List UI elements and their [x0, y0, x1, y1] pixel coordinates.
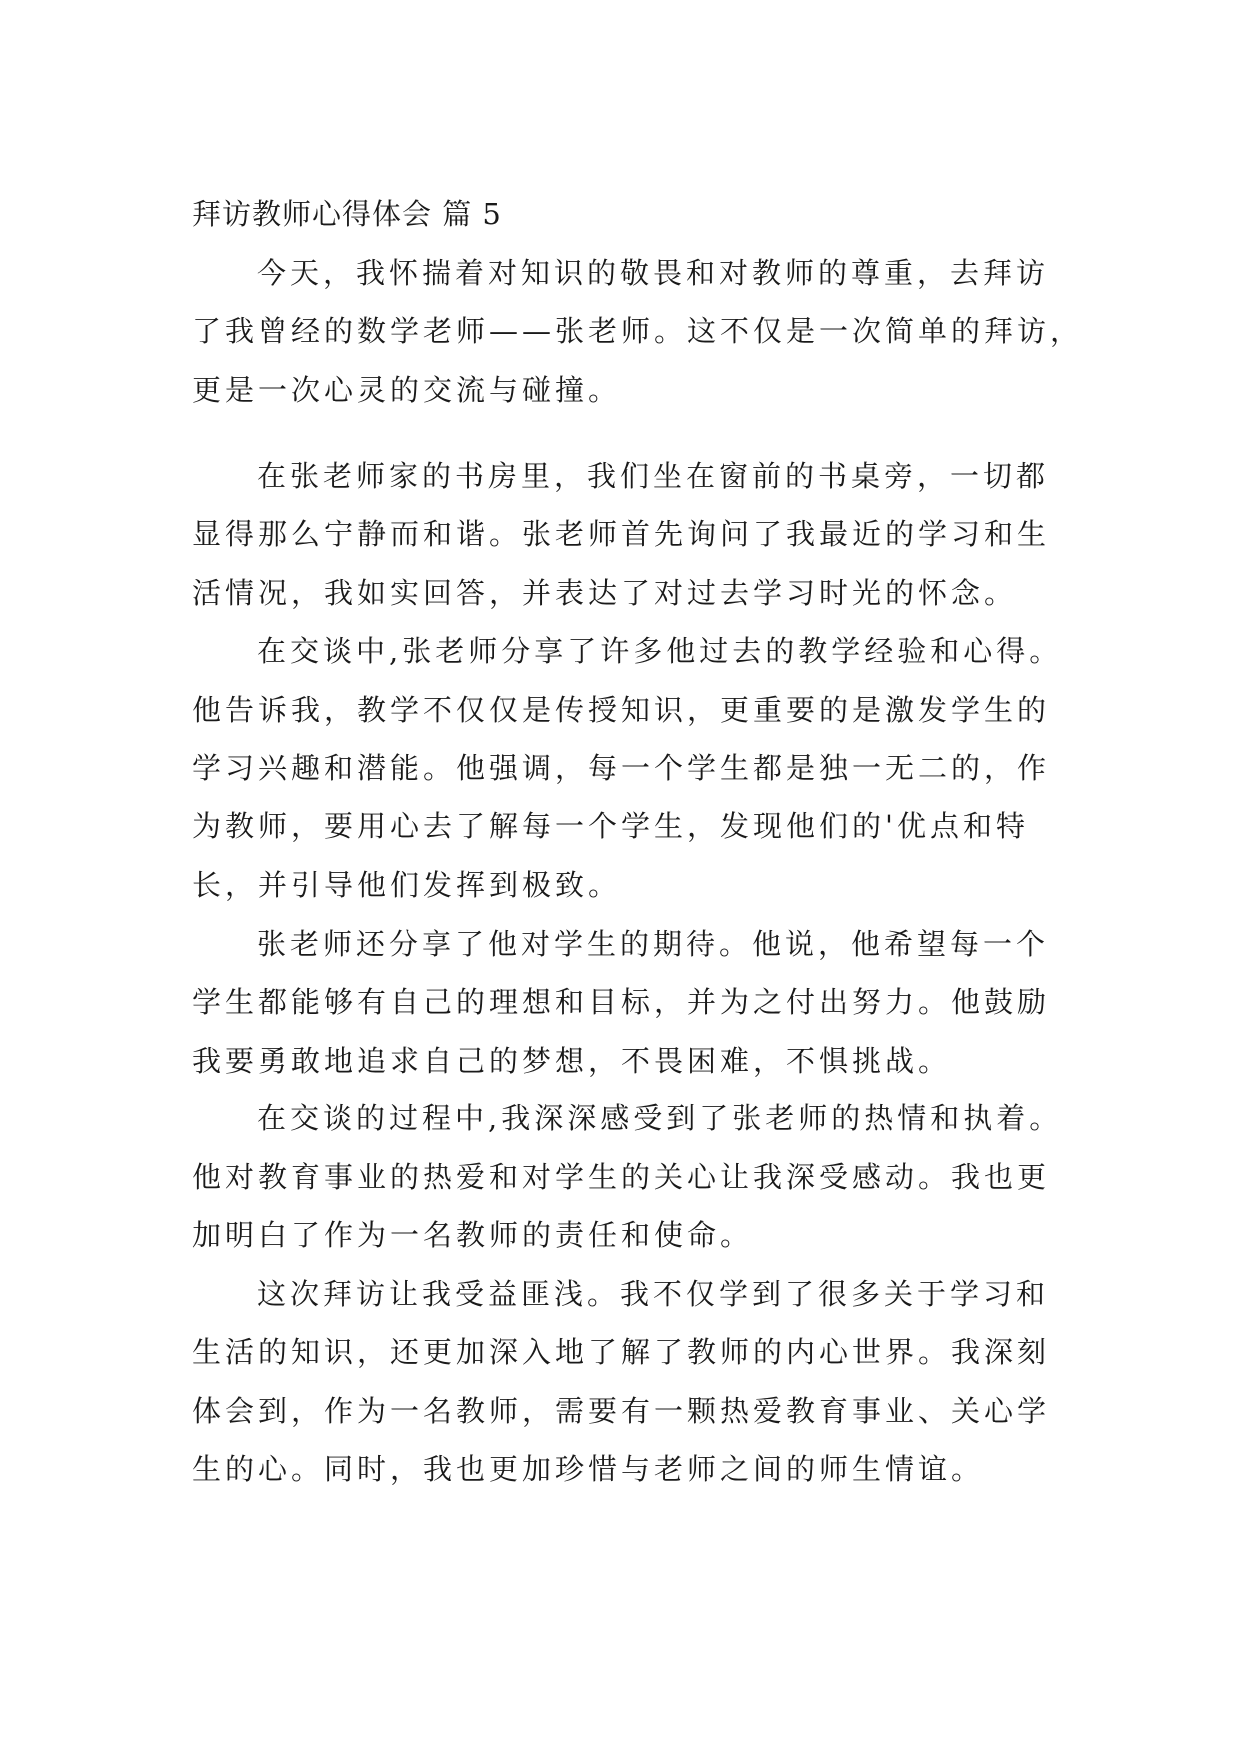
text-line: 他对教育事业的热爱和对学生的关心让我深受感动。我也更 — [192, 1160, 1051, 1194]
text-line: 更是一次心灵的交流与碰撞。 — [192, 373, 622, 407]
text-line: 学生都能够有自己的理想和目标，并为之付出努力。他鼓励 — [192, 985, 1051, 1019]
text-line: 生的心。同时，我也更加珍惜与老师之间的师生情谊。 — [192, 1452, 985, 1486]
text-line: 显得那么宁静而和谐。张老师首先询问了我最近的学习和生 — [192, 517, 1051, 551]
text-line: 这次拜访让我受益匪浅。我不仅学到了很多关于学习和 — [257, 1277, 1050, 1311]
text-line: 在交谈中,张老师分享了许多他过去的教学经验和心得。 — [257, 634, 1063, 668]
text-line: 体会到，作为一名教师，需要有一颗热爱教育事业、关心学 — [192, 1394, 1051, 1428]
text-line: 他告诉我，教学不仅仅是传授知识，更重要的是激发学生的 — [192, 693, 1051, 727]
text-line: 学习兴趣和潜能。他强调，每一个学生都是独一无二的，作 — [192, 751, 1051, 785]
text-line: 在张老师家的书房里，我们坐在窗前的书桌旁，一切都 — [257, 459, 1050, 493]
text-line: 我要勇敢地追求自己的梦想，不畏困难，不惧挑战。 — [192, 1044, 952, 1078]
text-line: 长，并引导他们发挥到极致。 — [192, 868, 622, 902]
text-line: 活情况，我如实回答，并表达了对过去学习时光的怀念。 — [192, 576, 1018, 610]
text-line: 了我曾经的数学老师——张老师。这不仅是一次简单的拜访， — [192, 314, 1084, 348]
text-line: 加明白了作为一名教师的责任和使命。 — [192, 1218, 754, 1252]
text-line: 生活的知识，还更加深入地了解了教师的内心世界。我深刻 — [192, 1335, 1051, 1369]
text-line: 为教师，要用心去了解每一个学生，发现他们的'优点和特 — [192, 809, 1029, 843]
text-line: 在交谈的过程中,我深深感受到了张老师的热情和执着。 — [257, 1101, 1063, 1135]
document-title: 拜访教师心得体会 篇 5 — [192, 197, 502, 231]
text-line: 今天，我怀揣着对知识的敬畏和对教师的尊重，去拜访 — [257, 256, 1050, 290]
text-line: 张老师还分享了他对学生的期待。他说，他希望每一个 — [257, 927, 1050, 961]
